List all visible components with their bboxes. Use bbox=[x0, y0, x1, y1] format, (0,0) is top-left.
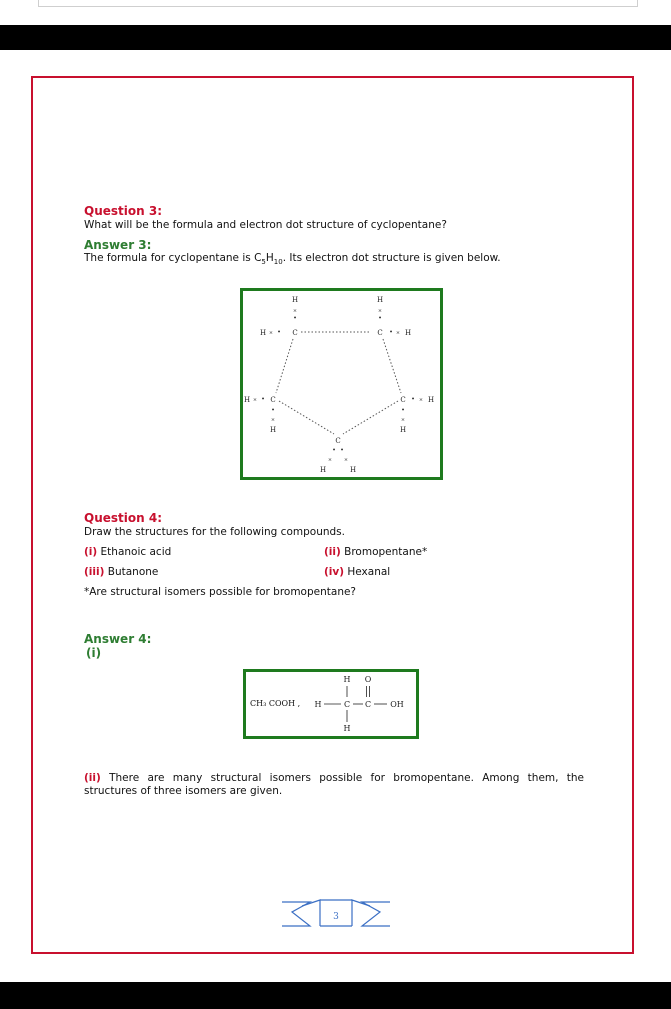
item-label: Ethanoic acid bbox=[100, 546, 172, 558]
atom-h: H bbox=[291, 296, 299, 304]
page-number: 3 bbox=[333, 912, 339, 922]
right-scroll-icon bbox=[362, 902, 390, 926]
question-3-title: Question 3: bbox=[84, 204, 162, 218]
electron-dot: • bbox=[271, 407, 275, 414]
electron-dot: • bbox=[340, 447, 344, 454]
atom-c: C bbox=[377, 329, 383, 337]
answer-4-part-i: (i) bbox=[86, 646, 102, 660]
answer-3-text-a: The formula for cyclopentane is C bbox=[84, 252, 262, 264]
part-ii-line-1 bbox=[84, 772, 584, 785]
part-ii-line-2: structures of three isomers are given. bbox=[84, 785, 283, 797]
electron-cross: × bbox=[270, 417, 276, 423]
atom-h: H bbox=[427, 396, 435, 404]
item-label: Hexanal bbox=[347, 566, 391, 578]
formula-subscript-10: 10 bbox=[273, 258, 283, 267]
part-ii-line-1-text: There are many structural isomers possible for bromopentane. Among them, the bbox=[109, 772, 584, 784]
question-4-text: Draw the structures for the following compounds. bbox=[84, 526, 345, 538]
question-4-title: Question 4: bbox=[84, 511, 162, 525]
atom-h: H bbox=[319, 466, 327, 474]
answer-4-title: Answer 4: bbox=[84, 632, 152, 646]
answer-3-text-b: H bbox=[265, 252, 274, 264]
electron-cross: × bbox=[343, 457, 349, 463]
electron-dot: • bbox=[389, 329, 393, 336]
ethanoic-acid-structure-box bbox=[243, 669, 419, 739]
item-label: Butanone bbox=[107, 566, 159, 578]
electron-cross: × bbox=[395, 330, 401, 336]
electron-dot: • bbox=[261, 396, 265, 403]
left-scroll-icon bbox=[282, 902, 310, 926]
compound-item bbox=[324, 566, 390, 578]
item-number: (ii) bbox=[324, 546, 341, 558]
compound-item bbox=[84, 546, 171, 558]
electron-cross: × bbox=[327, 457, 333, 463]
question-4-note: *Are structural isomers possible for bromopentane? bbox=[84, 586, 357, 598]
cyclopentane-dot-structure bbox=[243, 291, 440, 477]
atom-c: C bbox=[292, 329, 298, 337]
answer-3-title: Answer 3: bbox=[84, 238, 152, 252]
compound-item bbox=[84, 566, 158, 578]
atom-c: C bbox=[343, 700, 351, 709]
electron-dot: • bbox=[411, 396, 415, 403]
bond-dots bbox=[279, 401, 334, 434]
atom-h: H bbox=[243, 396, 251, 404]
answer-3-text-c: . Its electron dot structure is given below. bbox=[282, 252, 501, 264]
top-strip bbox=[0, 0, 671, 25]
bond-dots bbox=[383, 339, 401, 393]
electron-cross: × bbox=[292, 308, 298, 314]
atom-h: H bbox=[314, 700, 322, 709]
item-number: (iii) bbox=[84, 566, 105, 578]
part-ii-number: (ii) bbox=[84, 772, 101, 784]
atom-h: H bbox=[343, 724, 351, 733]
bond-dots bbox=[276, 339, 293, 393]
atom-h: H bbox=[349, 466, 357, 474]
atom-h: H bbox=[269, 426, 277, 434]
electron-cross: × bbox=[252, 397, 258, 403]
cyclopentane-structure-box bbox=[240, 288, 443, 480]
ethanoic-acid-formula: CH₃ COOH , bbox=[250, 699, 301, 708]
bottom-black-bar bbox=[0, 982, 671, 1009]
atom-h: H bbox=[259, 329, 267, 337]
electron-dot: • bbox=[401, 407, 405, 414]
electron-dot: • bbox=[277, 329, 281, 336]
bond-dots bbox=[343, 401, 398, 434]
item-number: (iv) bbox=[324, 566, 345, 578]
item-number: (i) bbox=[84, 546, 98, 558]
answer-4-part-ii bbox=[84, 772, 584, 798]
compound-item bbox=[324, 546, 427, 558]
atom-h: H bbox=[343, 675, 351, 684]
atom-h: H bbox=[376, 296, 384, 304]
atom-c: C bbox=[335, 437, 341, 445]
electron-cross: × bbox=[377, 308, 383, 314]
answer-3-text bbox=[84, 252, 501, 266]
electron-dot: • bbox=[332, 447, 336, 454]
atom-c: C bbox=[270, 396, 276, 404]
electron-dot: • bbox=[293, 315, 297, 322]
electron-cross: × bbox=[268, 330, 274, 336]
group-oh: OH bbox=[390, 700, 404, 709]
formula-subscript-5: 5 bbox=[261, 258, 266, 267]
previous-page-edge bbox=[38, 0, 638, 7]
question-3-text: What will be the formula and electron dot structure of cyclopentane? bbox=[84, 219, 447, 231]
atom-c: C bbox=[400, 396, 406, 404]
ethanoic-acid-structural-formula bbox=[310, 672, 418, 736]
atom-o: O bbox=[364, 675, 372, 684]
electron-cross: × bbox=[400, 417, 406, 423]
electron-cross: × bbox=[418, 397, 424, 403]
item-label: Bromopentane* bbox=[344, 546, 428, 558]
atom-h: H bbox=[399, 426, 407, 434]
electron-dot: • bbox=[378, 315, 382, 322]
atom-h: H bbox=[404, 329, 412, 337]
top-black-bar bbox=[0, 25, 671, 50]
atom-c: C bbox=[364, 700, 372, 709]
